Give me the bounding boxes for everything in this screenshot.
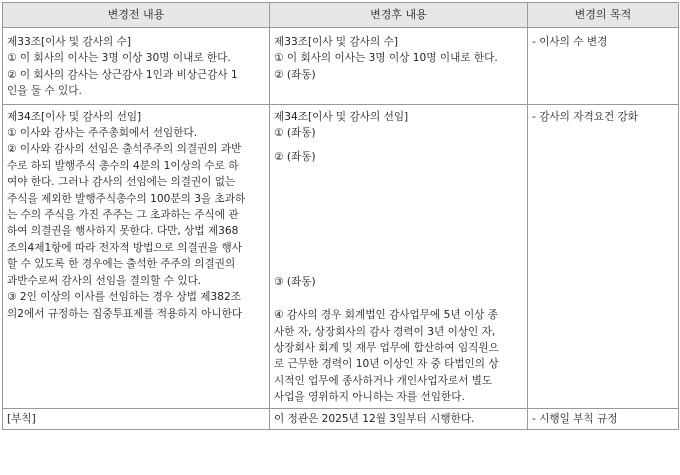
text-line: 제33조[이사 및 감사의 수] [274, 36, 398, 48]
text-line: 로 근무한 경력이 10년 이상인 자 중 타법인의 상 [274, 358, 499, 371]
text-line: 는 수의 주식을 가진 주주는 그 초과하는 주식에 관 [7, 209, 239, 222]
cell-purpose [528, 104, 679, 408]
cell-before [3, 104, 270, 408]
header-before: 변경전 내용 [3, 3, 270, 28]
text-line: ③ 2인 이상의 이사를 선임하는 경우 상법 제382조 [7, 291, 241, 304]
purpose-text: - 이사의 수 변경 [532, 36, 608, 48]
text-line: 제34조[이사 및 감사의 선임] [7, 110, 142, 123]
text-line: 의2에서 규정하는 집중투표제를 적용하지 아니한다 [7, 307, 243, 320]
text-line: 조의4제1항에 따라 전자적 방법으로 의결권을 행사 [7, 241, 242, 254]
text-line: ① (좌동) [274, 127, 316, 140]
text-line: ④ 감사의 경우 회계법인 감사업무에 5년 이상 종 [274, 309, 499, 322]
text-line: 과반수로써 감사의 선임을 결의할 수 있다. [7, 274, 202, 287]
table-header-row [3, 3, 679, 28]
text-line: ① 이사와 감사는 주주총회에서 선임한다. [7, 127, 198, 140]
cell-before [3, 408, 270, 429]
cell-after [270, 28, 528, 105]
text-line: ③ (좌동) [274, 275, 316, 288]
cell-purpose [528, 408, 679, 429]
text-line: ② (좌동) [274, 151, 316, 164]
text-line: 시적인 업무에 종사하거나 개인사업자로서 별도 [274, 374, 493, 387]
text-line: 제33조[이사 및 감사의 수] [7, 36, 131, 48]
text-line: 인을 둘 수 있다. [7, 85, 82, 98]
text-line: ② (좌동) [274, 68, 316, 81]
amendment-table [2, 2, 679, 430]
header-after: 변경후 내용 [270, 3, 528, 28]
header-purpose: 변경의 목적 [528, 3, 679, 28]
cell-after [270, 104, 528, 408]
cell-after [270, 408, 528, 429]
text-line: 수로 하되 발행주식 총수의 4분의 1이상의 수로 하 [7, 159, 239, 172]
text-line: 상장회사 회계 및 재무 업무에 합산하여 임직원으 [274, 342, 499, 355]
text-line: 여야 한다. 그러나 감사의 선임에는 의결권이 없는 [7, 176, 236, 189]
text-line: 할 수 있도록 한 경우에는 출석한 주주의 의결권의 [7, 258, 236, 271]
purpose-text: - 감사의 자격요건 강화 [532, 110, 639, 123]
text-line: 이 정관은 2025년 12월 3일부터 시행한다. [274, 412, 475, 425]
text-line: ① 이 회사의 이사는 3명 이상 10명 이내로 한다. [274, 52, 498, 65]
table-row [3, 408, 679, 429]
text-line: ② 이 회사의 감사는 상근감사 1인과 비상근감사 1 [7, 68, 238, 81]
table-row [3, 104, 679, 408]
cell-purpose [528, 28, 679, 105]
text-line: 주식을 제외한 발행주식총수의 100분의 3을 초과하 [7, 192, 246, 205]
text-line: 사업을 영위하지 아니하는 자를 선임한다. [274, 391, 465, 404]
text-line: [부칙] [7, 412, 36, 425]
table-row [3, 28, 679, 105]
text-line: ① 이 회사의 이사는 3명 이상 30명 이내로 한다. [7, 52, 231, 65]
text-line: 사한 자, 상장회사의 감사 경력이 3년 이상인 자, [274, 325, 496, 338]
text-line: 하여 의결권을 행사하지 못한다. 다만, 상법 제368 [7, 225, 239, 238]
cell-before [3, 28, 270, 105]
purpose-text: - 시행일 부칙 규정 [532, 412, 618, 425]
text-line: ② 이사와 감사의 선임은 출석주주의 의결권의 과반 [7, 143, 242, 156]
text-line: 제34조[이사 및 감사의 선임] [274, 110, 409, 123]
